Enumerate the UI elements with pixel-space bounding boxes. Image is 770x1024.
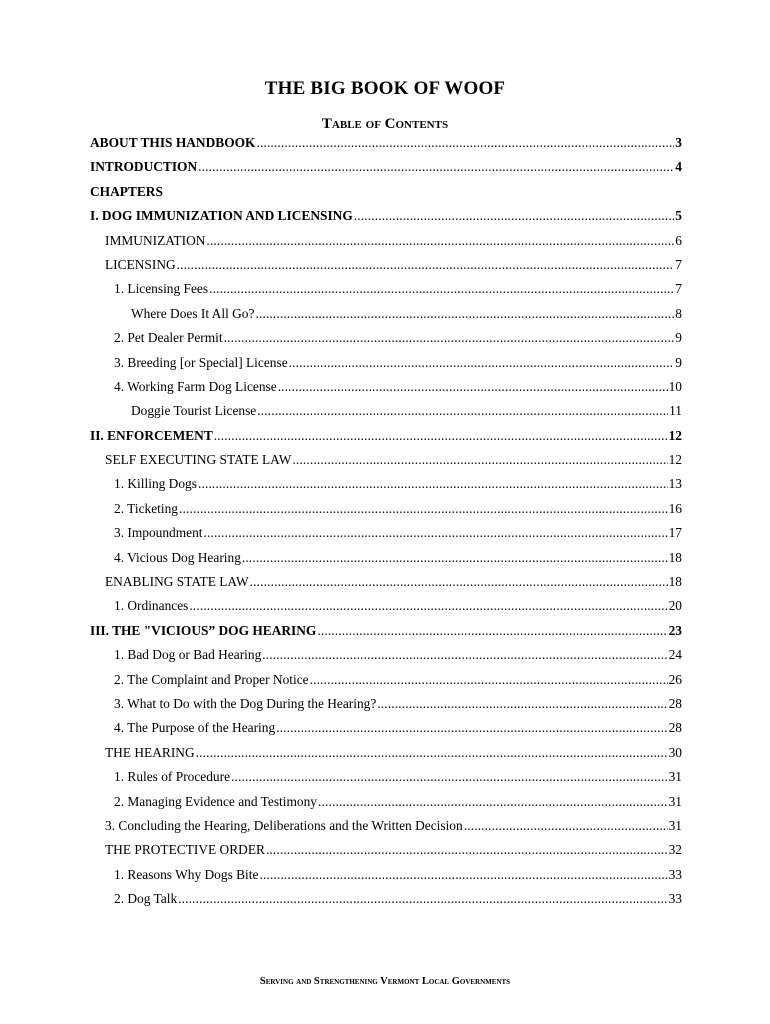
toc-entry[interactable] (90, 135, 682, 159)
toc-entry[interactable] (90, 452, 682, 476)
toc-entry-page: 16 (668, 500, 682, 516)
toc-dot-leader (317, 623, 667, 639)
toc-entry-page: 13 (668, 476, 682, 492)
toc-dot-leader (209, 281, 674, 297)
toc-dot-leader (242, 550, 668, 566)
toc-entry[interactable] (90, 623, 682, 647)
toc-dot-leader (377, 696, 667, 712)
toc-dot-leader (266, 842, 668, 858)
toc-dot-leader (214, 428, 668, 444)
page-footer: Serving and Strengthening Vermont Local Governments (259, 976, 511, 987)
toc-dot-leader (196, 745, 668, 761)
toc-entry[interactable] (90, 769, 682, 793)
toc-entry-label: 1. Reasons Why Dogs Bite (114, 866, 259, 882)
toc-dot-leader (177, 257, 675, 273)
toc-entry[interactable] (90, 257, 682, 281)
toc-entry-label: I. DOG IMMUNIZATION AND LICENSING (90, 208, 353, 224)
toc-entry-label: ABOUT THIS HANDBOOK (90, 135, 256, 150)
toc-entry-page: 10 (668, 378, 682, 394)
toc-entry-page: 17 (668, 525, 682, 541)
toc-entry[interactable] (90, 476, 682, 500)
toc-dot-leader (224, 330, 675, 346)
toc-entry-page: 28 (668, 720, 682, 736)
toc-dot-leader (464, 818, 668, 834)
toc-entry[interactable] (90, 672, 682, 696)
toc-entry[interactable] (90, 379, 682, 403)
toc-entry-label: 2. Dog Talk (114, 891, 178, 907)
toc-entry-label: 2. Managing Evidence and Testimony (114, 793, 317, 809)
toc-entry-label: 1. Bad Dog or Bad Hearing (114, 647, 262, 663)
toc-dot-leader (262, 647, 667, 663)
toc-entry-label: 2. The Complaint and Proper Notice (114, 671, 309, 687)
toc-entry-page: 3 (675, 135, 682, 150)
toc-entry[interactable] (90, 208, 682, 232)
toc-entry-label: 1. Rules of Procedure (114, 769, 231, 785)
toc-dot-leader (250, 574, 668, 590)
toc-entry[interactable] (90, 842, 682, 866)
toc-entry-label: ENABLING STATE LAW (105, 574, 249, 590)
toc-entry-page: 18 (668, 549, 682, 565)
document-title: THE BIG BOOK OF WOOF (264, 78, 506, 99)
toc-entry[interactable] (90, 330, 682, 354)
toc-entry-page: 18 (668, 574, 682, 590)
toc-entry[interactable] (90, 598, 682, 622)
toc-entry-label: 2. Ticketing (114, 500, 178, 516)
toc-dot-leader (231, 769, 668, 785)
toc-entry-label: Doggie Tourist License (131, 403, 257, 419)
toc-entry-page: 20 (668, 598, 682, 614)
toc-entry-page: 8 (675, 305, 682, 321)
toc-entry-label: 1. Killing Dogs (114, 476, 197, 492)
toc-entry-page: 12 (668, 427, 682, 443)
toc-entry-label: INTRODUCTION (90, 159, 198, 175)
toc-entry[interactable] (90, 867, 682, 891)
toc-entry-page: 31 (668, 817, 682, 833)
toc-entry[interactable] (90, 501, 682, 525)
toc-entry-label: IMMUNIZATION (105, 232, 206, 248)
toc-entry-label: 3. Breeding [or Special] License (114, 354, 288, 370)
toc-entry[interactable] (90, 403, 682, 427)
toc-dot-leader (292, 452, 667, 468)
toc-dot-leader (204, 525, 668, 541)
toc-entry-page: 6 (675, 232, 682, 248)
toc-entry[interactable] (90, 818, 682, 842)
toc-entry-label: SELF EXECUTING STATE LAW (105, 452, 292, 468)
toc-entry[interactable] (90, 550, 682, 574)
toc-entry-label: 3. What to Do with the Dog During the Hearing? (114, 695, 377, 711)
toc-entry-page: 11 (669, 403, 682, 419)
toc-entry[interactable] (90, 281, 682, 305)
toc-entry[interactable] (90, 355, 682, 379)
toc-entry[interactable] (90, 306, 682, 330)
toc-dot-leader (276, 720, 667, 736)
toc-dot-leader (256, 135, 674, 151)
toc-dot-leader (198, 159, 674, 175)
toc-entry[interactable] (90, 647, 682, 671)
toc-entry-label: III. THE "VICIOUS” DOG HEARING (90, 622, 317, 638)
table-of-contents (90, 135, 682, 916)
toc-entry-page: 23 (668, 622, 682, 638)
toc-entry-label: 1. Ordinances (114, 598, 189, 614)
toc-entry[interactable] (90, 428, 682, 452)
toc-entry-label: LICENSING (105, 256, 176, 272)
toc-entry-page: 7 (675, 281, 682, 297)
toc-entry[interactable] (90, 233, 682, 257)
toc-entry[interactable] (90, 525, 682, 549)
toc-entry-page: 7 (675, 256, 682, 272)
toc-entry-label: Where Does It All Go? (131, 305, 255, 321)
toc-dot-leader (255, 306, 674, 322)
toc-entry-page: 12 (668, 452, 682, 468)
toc-entry-page: 30 (668, 744, 682, 760)
toc-entry-page: 28 (668, 695, 682, 711)
toc-dot-leader (259, 867, 667, 883)
toc-entry[interactable] (90, 891, 682, 915)
toc-entry-page: 31 (668, 793, 682, 809)
toc-entry-label: CHAPTERS (90, 183, 163, 199)
toc-dot-leader (354, 208, 675, 224)
toc-entry-page: 33 (668, 866, 682, 882)
toc-dot-leader (257, 403, 668, 419)
toc-heading: Table of Contents (321, 116, 449, 132)
toc-entry-label: 3. Impoundment (114, 525, 203, 541)
toc-entry-page: 26 (668, 671, 682, 687)
toc-entry-page: 4 (675, 159, 682, 175)
toc-dot-leader (198, 476, 668, 492)
toc-dot-leader (310, 672, 668, 688)
toc-entry[interactable] (90, 794, 682, 818)
toc-entry[interactable] (90, 696, 682, 720)
toc-entry-label: 4. Working Farm Dog License (114, 378, 277, 394)
toc-entry-label: 2. Pet Dealer Permit (114, 330, 223, 346)
toc-dot-leader (178, 891, 667, 907)
toc-entry[interactable] (90, 745, 682, 769)
toc-dot-leader (179, 501, 668, 517)
toc-entry[interactable] (90, 574, 682, 598)
toc-entry-label: 4. Vicious Dog Hearing (114, 549, 241, 565)
toc-entry-page: 32 (668, 842, 682, 858)
toc-entry-label: THE HEARING (105, 744, 195, 760)
toc-entry-label: II. ENFORCEMENT (90, 427, 213, 443)
toc-entry-page: 9 (675, 354, 682, 370)
toc-dot-leader (278, 379, 668, 395)
toc-entry-page: 31 (668, 769, 682, 785)
toc-dot-leader (189, 598, 667, 614)
toc-dot-leader (289, 355, 675, 371)
toc-entry-label: 3. Concluding the Hearing, Deliberations and the Written Decision (105, 817, 463, 833)
toc-entry[interactable] (90, 159, 682, 183)
toc-dot-leader (318, 794, 668, 810)
toc-entry-label: 4. The Purpose of the Hearing (114, 720, 276, 736)
toc-entry[interactable] (90, 184, 682, 208)
toc-entry-page: 33 (668, 891, 682, 907)
toc-dot-leader (206, 233, 674, 249)
toc-entry[interactable] (90, 720, 682, 744)
toc-entry-page: 5 (675, 208, 682, 224)
toc-entry-label: THE PROTECTIVE ORDER (105, 842, 265, 858)
toc-entry-page: 24 (668, 647, 682, 663)
toc-entry-page: 9 (675, 330, 682, 346)
toc-entry-label: 1. Licensing Fees (114, 281, 209, 297)
